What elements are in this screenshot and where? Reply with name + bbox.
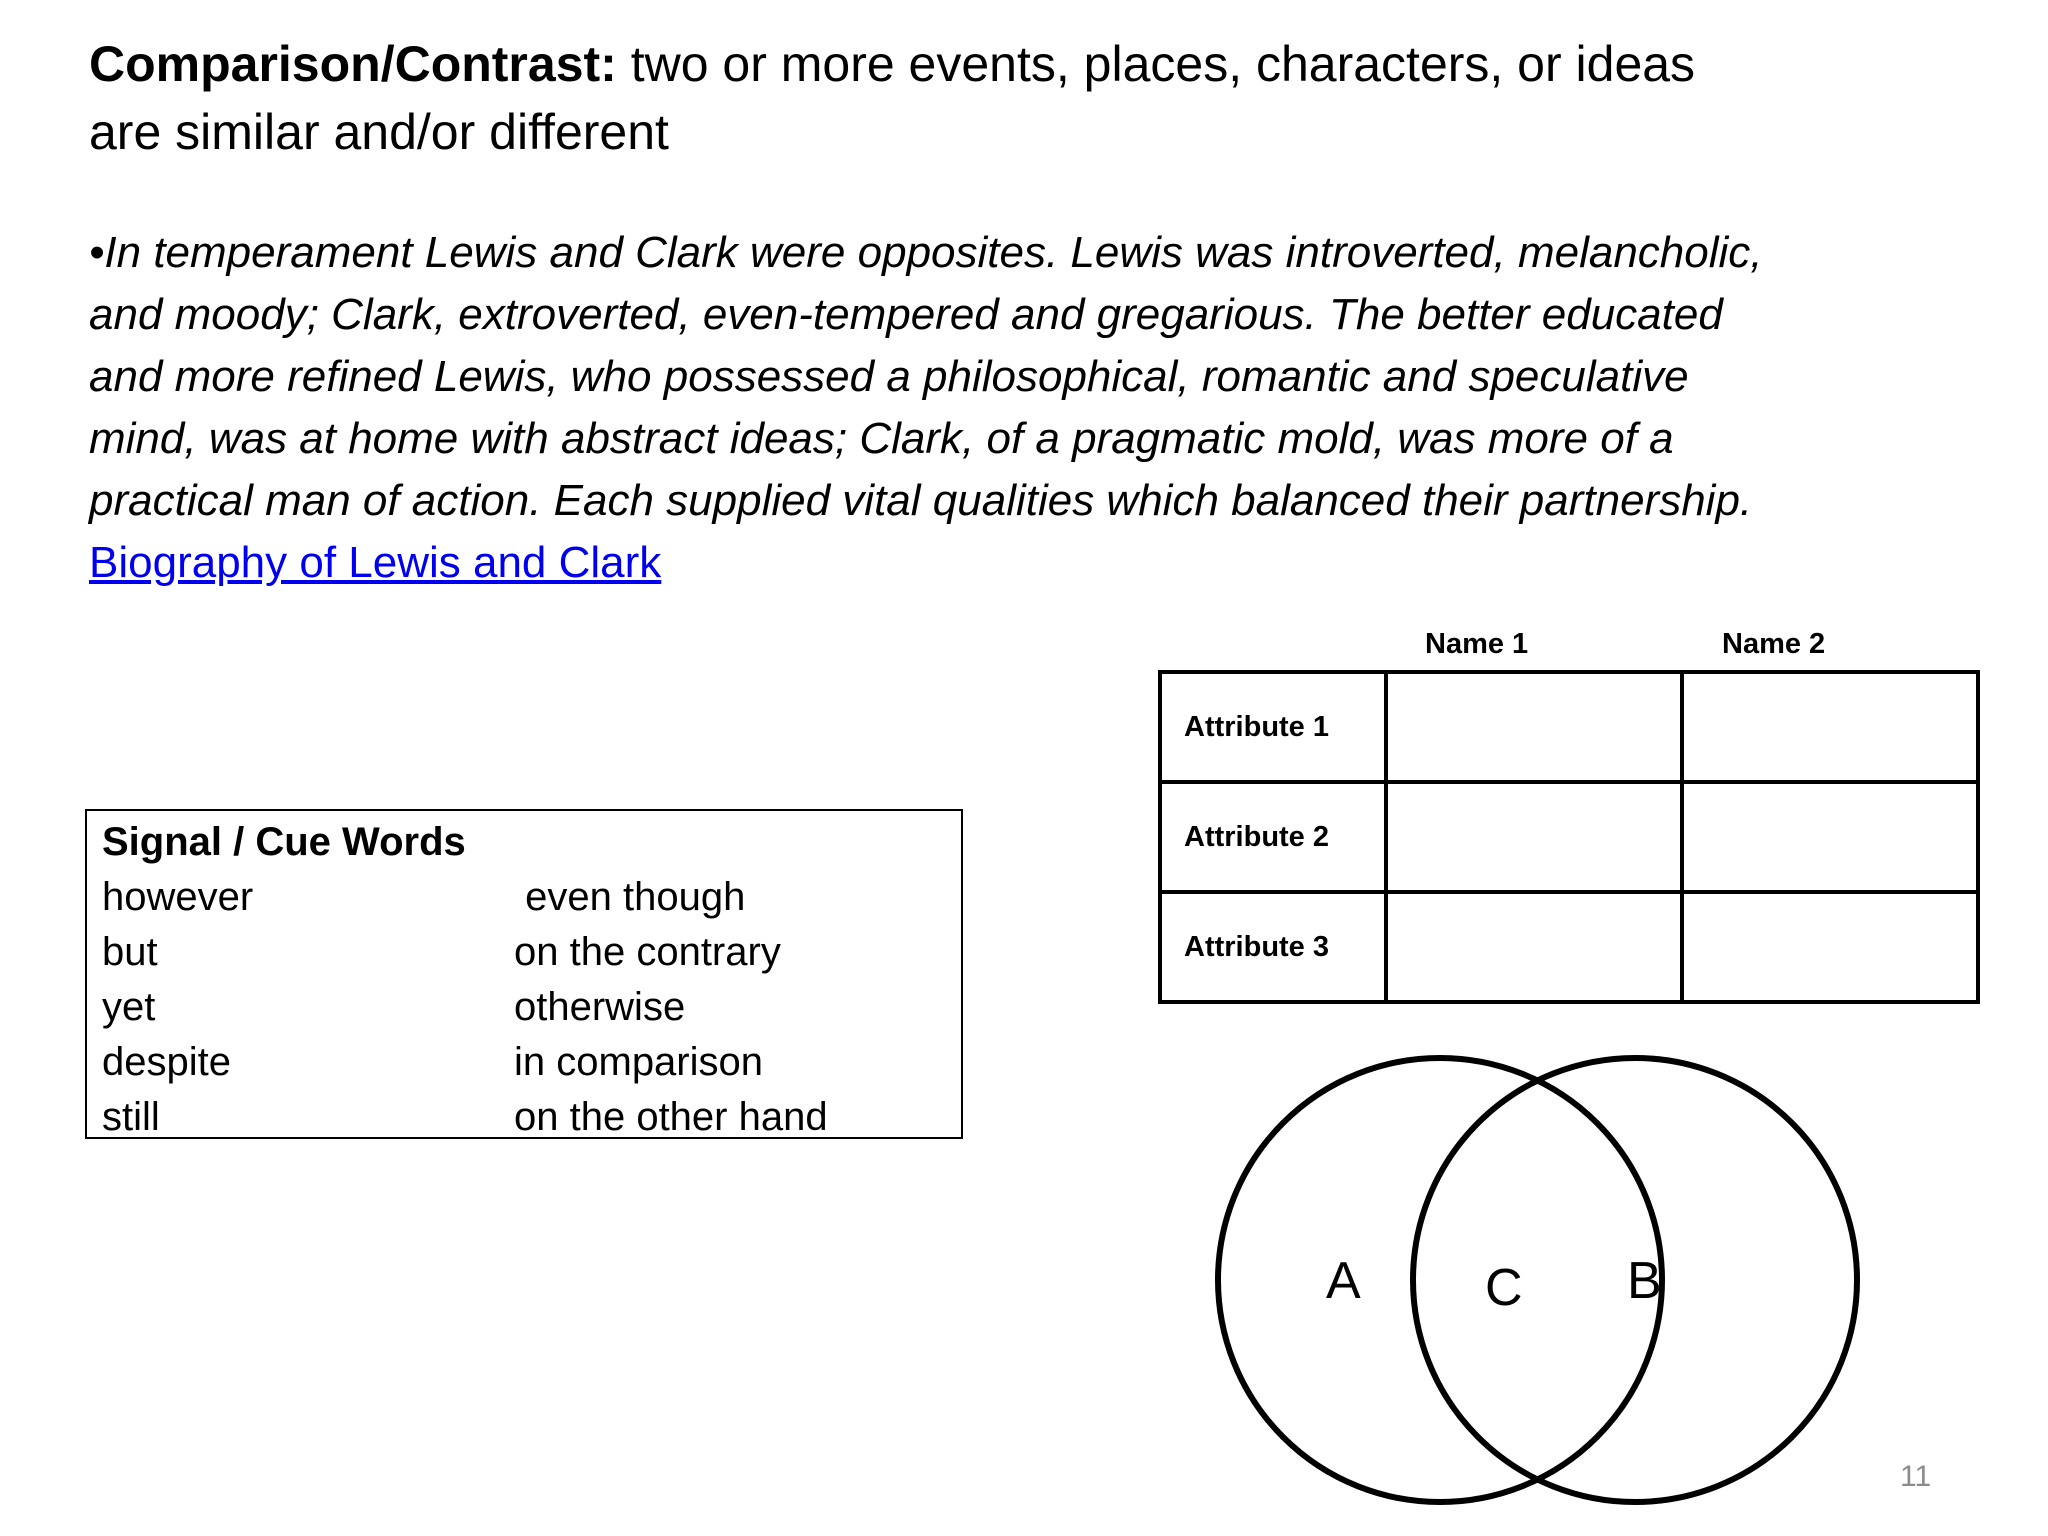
attribute-table bbox=[1158, 670, 1980, 1004]
slide-title bbox=[89, 30, 1889, 166]
table-row bbox=[1160, 672, 1978, 782]
table-row bbox=[1160, 782, 1978, 892]
table-cell bbox=[1682, 672, 1978, 782]
signal-cue-words-box bbox=[85, 809, 963, 1139]
cue-row bbox=[102, 870, 961, 925]
example-text: In temperament Lewis and Clark were opposites. Lewis was introverted, melancholic, and moody; Clark, extroverted, even-tempered and gregarious. The better educated and more refined Lewis, who possessed a philosophical, romantic and speculative mind, was at home with abstract ideas; Clark, of a pragmatic mold, was more of a practical man of action. Each supplied vital qualities which balanced their partnership. bbox=[89, 228, 1763, 525]
venn-circle-a bbox=[1218, 1058, 1662, 1502]
cue-word: however bbox=[102, 875, 254, 919]
table-cell bbox=[1682, 782, 1978, 892]
column-header-name-1: Name 1 bbox=[1425, 628, 1529, 660]
cue-row bbox=[102, 980, 961, 1035]
table-cell bbox=[1386, 672, 1682, 782]
row-label: Attribute 2 bbox=[1160, 782, 1386, 892]
row-label: Attribute 3 bbox=[1160, 892, 1386, 1002]
cue-word: yet bbox=[102, 985, 156, 1029]
biography-link[interactable]: Biography of Lewis and Clark bbox=[89, 538, 662, 587]
column-header-name-2: Name 2 bbox=[1722, 628, 1826, 660]
title-term: Comparison/Contrast: bbox=[89, 36, 617, 92]
table-cell bbox=[1386, 892, 1682, 1002]
venn-label-b: B bbox=[1627, 1252, 1662, 1310]
cue-word: in comparison bbox=[514, 1040, 764, 1084]
venn-diagram bbox=[1100, 1045, 1880, 1515]
table-row bbox=[1160, 892, 1978, 1002]
cue-word: on the contrary bbox=[514, 930, 781, 974]
cue-word: otherwise bbox=[514, 985, 686, 1029]
table-cell bbox=[1682, 892, 1978, 1002]
cue-word: despite bbox=[102, 1040, 231, 1084]
row-label: Attribute 1 bbox=[1160, 672, 1386, 782]
venn-label-a: A bbox=[1326, 1252, 1361, 1310]
cue-word: on the other hand bbox=[514, 1095, 828, 1139]
table-cell bbox=[1386, 782, 1682, 892]
title-definition: two or more events, places, characters, or ideas bbox=[616, 36, 1696, 92]
cue-row bbox=[102, 925, 961, 980]
cue-row bbox=[102, 1090, 961, 1145]
venn-label-c: C bbox=[1485, 1259, 1523, 1317]
title-line-1 bbox=[89, 30, 1889, 98]
bullet: • bbox=[89, 228, 105, 277]
title-line-2: are similar and/or different bbox=[89, 104, 669, 160]
cue-word: but bbox=[102, 930, 158, 974]
cue-row bbox=[102, 1035, 961, 1090]
page-number: 11 bbox=[1900, 1460, 1932, 1493]
example-paragraph bbox=[89, 222, 1789, 594]
cue-words-heading: Signal / Cue Words bbox=[102, 820, 466, 864]
cue-word: still bbox=[102, 1095, 160, 1139]
cue-word: even though bbox=[514, 875, 746, 919]
